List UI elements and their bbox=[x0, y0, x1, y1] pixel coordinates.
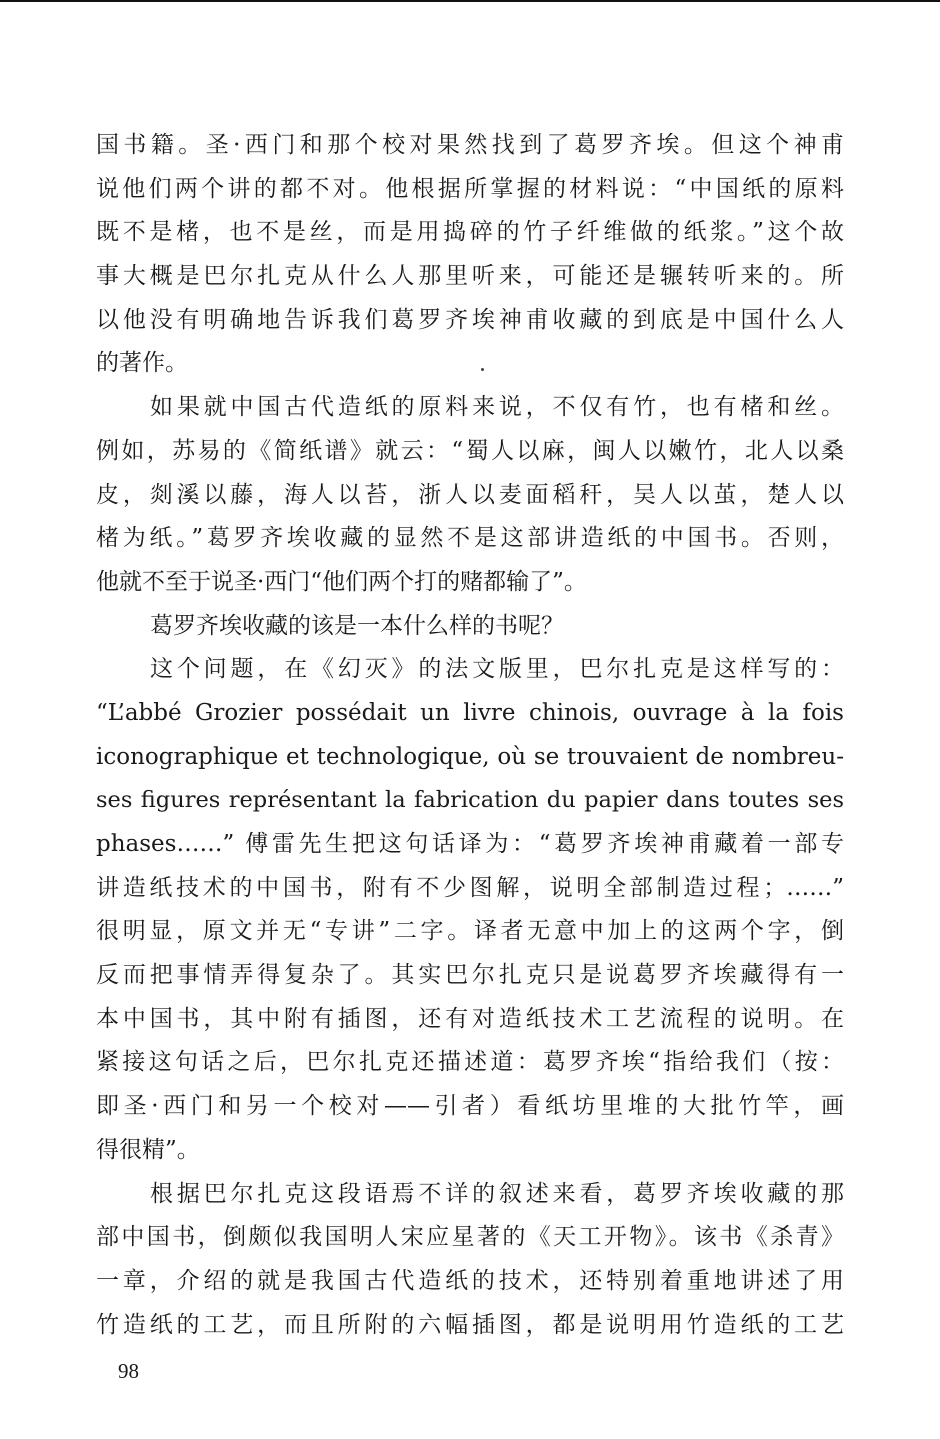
text-line: 讲造纸技术的中国书，附有不少图解，说明全部制造过程；……” bbox=[96, 874, 844, 901]
text-line: 说他们两个讲的都不对。他根据所掌握的材料说：“中国纸的原料 bbox=[96, 175, 844, 202]
text-line: 即圣·西门和另一个校对——引者）看纸坊里堆的大批竹竿，画 bbox=[96, 1093, 844, 1120]
text-line: 这个问题，在《幻灭》的法文版里，巴尔扎克是这样写的： bbox=[150, 656, 844, 683]
text-line: 楮为纸。”葛罗齐埃收藏的显然不是这部讲造纸的中国书。否则， bbox=[96, 525, 844, 552]
text-line: 的著作。 bbox=[96, 350, 188, 377]
page-number: 98 bbox=[118, 1359, 139, 1383]
text-line: 以他没有明确地告诉我们葛罗齐埃神甫收藏的到底是中国什么人 bbox=[96, 306, 844, 333]
text-line: 皮，剡溪以藤，海人以苔，浙人以麦面稻秆，吴人以茧，楚人以 bbox=[96, 481, 844, 508]
body-text bbox=[96, 127, 844, 1350]
text-line: ses figures représentant la fabrication du papier dans toutes ses bbox=[96, 787, 844, 814]
text-line: 国书籍。圣·西门和那个校对果然找到了葛罗齐埃。但这个神甫 bbox=[96, 132, 844, 158]
text-line: “L’abbé Grozier possédait un livre chinois, ouvrage à la fois bbox=[96, 699, 844, 726]
text-line: 很明显，原文并无“专讲”二字。译者无意中加上的这两个字，倒 bbox=[96, 918, 844, 945]
text-line: 例如，苏易的《简纸谱》就云：“蜀人以麻，闽人以嫩竹，北人以桑 bbox=[96, 437, 844, 464]
text-line: 根据巴尔扎克这段语焉不详的叙述来看，葛罗齐埃收藏的那 bbox=[150, 1180, 844, 1207]
text-line: 既不是楮，也不是丝，而是用捣碎的竹子纤维做的纸浆。”这个故 bbox=[96, 219, 844, 246]
text-line: 得很精”。 bbox=[96, 1136, 200, 1163]
text-line: 本中国书，其中附有插图，还有对造纸技术工艺流程的说明。在 bbox=[96, 1005, 844, 1032]
text-line: 葛罗齐埃收藏的该是一本什么样的书呢？ bbox=[150, 612, 564, 639]
text-line: 部中国书，倒颇似我国明人宋应星著的《天工开物》。该书《杀青》 bbox=[96, 1224, 844, 1251]
text-line: 竹造纸的工艺，而且所附的六幅插图，都是说明用竹造纸的工艺 bbox=[96, 1311, 844, 1338]
text-line: iconographique et technologique, où se trouvaient de nombreu- bbox=[96, 743, 844, 770]
text-line: 反而把事情弄得复杂了。其实巴尔扎克只是说葛罗齐埃藏得有一 bbox=[96, 962, 844, 989]
text-line: 他就不至于说圣·西门“他们两个打的赌都输了”。 bbox=[96, 568, 587, 595]
print-speck bbox=[481, 368, 484, 371]
text-line: 紧接这句话之后，巴尔扎克还描述道：葛罗齐埃“指给我们（按： bbox=[96, 1049, 844, 1076]
text-line: 事大概是巴尔扎克从什么人那里听来，可能还是辗转听来的。所 bbox=[96, 263, 844, 290]
text-line: 如果就中国古代造纸的原料来说，不仅有竹，也有楮和丝。 bbox=[150, 394, 844, 421]
text-line: 一章，介绍的就是我国古代造纸的技术，还特别着重地讲述了用 bbox=[96, 1267, 844, 1294]
text-line: phases……” 傅雷先生把这句话译为：“葛罗齐埃神甫藏着一部专 bbox=[96, 831, 844, 857]
